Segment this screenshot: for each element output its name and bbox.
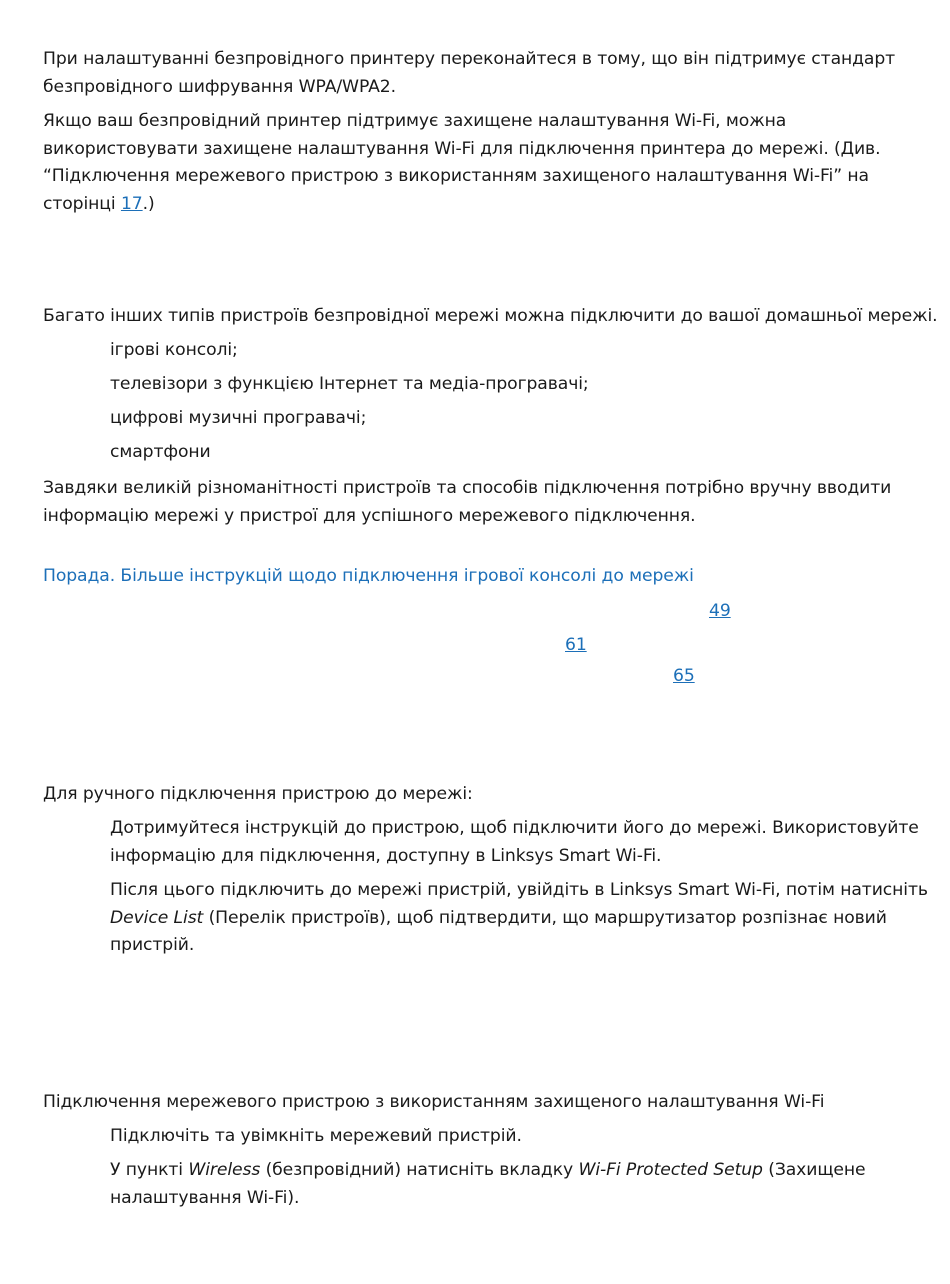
page-65-link[interactable]: 65 xyxy=(673,666,695,686)
list-item: цифрові музичні програвачі; xyxy=(110,408,367,428)
wps-step-1: Підключіть та увімкніть мережевий пристрій. xyxy=(110,1126,522,1146)
list-item: смартфони xyxy=(110,442,211,462)
manual-step-2 xyxy=(110,877,942,960)
printer-paragraph-2-end: .) xyxy=(142,193,155,214)
wps-step-2-middle: (безпровідний) натисніть вкладку xyxy=(260,1160,579,1180)
page-49-link[interactable]: 49 xyxy=(709,601,731,621)
wps-heading: Підключення мережевого пристрою з використанням захищеного налаштування Wi-Fi xyxy=(43,1092,825,1112)
devices-intro: Багато інших типів пристроїв безпровідної мережі можна підключити до вашої домашньої мережі. xyxy=(43,306,938,326)
wps-step-2-end: (Захищене налаштування Wi-Fi). xyxy=(110,1160,866,1208)
wps-step-2 xyxy=(110,1157,938,1212)
tip-text: Порада. Більше інструкцій щодо підключення ігрової консолі до мережі xyxy=(43,566,694,586)
page-61-link[interactable]: 61 xyxy=(565,635,587,655)
wps-tab-term: Wi-Fi Protected Setup xyxy=(578,1160,763,1180)
manual-step-2-end: (Перелік пристроїв), щоб підтвердити, що маршрутизатор розпізнає новий пристрій. xyxy=(110,907,887,955)
printer-paragraph-1: При налаштуванні безпровідного принтеру переконайтеся в тому, що він підтримує стандарт безпровідного шифрування WPA/WPA2. xyxy=(43,49,896,97)
manual-intro: Для ручного підключення пристрою до мережі: xyxy=(43,784,473,804)
manual-step-1: Дотримуйтеся інструкцій до пристрою, щоб підключити його до мережі. Використовуйте інформацію для підключення, доступну в Linksys Smart Wi-Fi. xyxy=(110,818,919,866)
printer-paragraph-2 xyxy=(43,108,938,218)
devices-note: Завдяки великій різноманітності пристроїв та способів підключення потрібно вручну вводити інформацію мережі у пристрої для успішного мережевого підключення. xyxy=(43,478,892,526)
printer-paragraph-2-text: Якщо ваш безпровідний принтер підтримує захищене налаштування Wi-Fi, можна використовувати захищене налаштування Wi-Fi для підключення принтера до мережі. (Див. “Підключення мережевого пристрою з використанням захищеного налаштування Wi-Fi” на сторінці xyxy=(43,111,881,214)
wps-step-2-text: У пункті xyxy=(110,1160,189,1180)
page-17-link[interactable]: 17 xyxy=(120,193,143,214)
list-item: телевізори з функцією Інтернет та медіа-програвачі; xyxy=(110,374,589,394)
device-list-term: Device List xyxy=(110,907,204,928)
list-item: ігрові консолі; xyxy=(110,340,238,360)
wireless-term: Wireless xyxy=(188,1160,261,1180)
manual-step-2-text: Після цього підключить до мережі пристрій, увійдіть в Linksys Smart Wi-Fi, потім натисніть xyxy=(110,880,928,900)
